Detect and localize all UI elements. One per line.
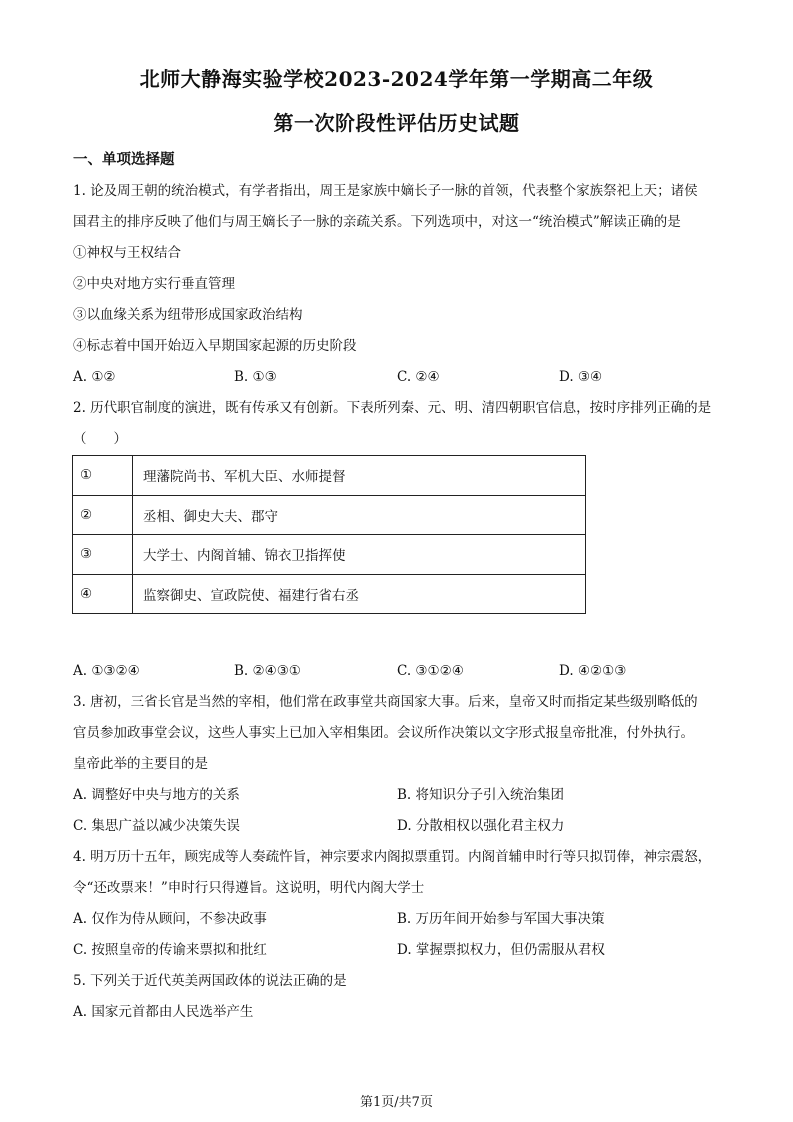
q2-option-d: D. ④②①③ [559, 663, 627, 679]
q1-item-1: ①神权与王权结合 [73, 245, 181, 261]
q3-option-a: A. 调整好中央与地方的关系 [73, 787, 240, 803]
q3-stem-line1: 3. 唐初，三省长官是当然的宰相，他们常在政事堂共商国家大事。后来，皇帝又时而指定某些级别略低的 [73, 694, 698, 710]
q5-option-a: A. 国家元首都由人民选举产生 [73, 1004, 254, 1020]
q4-stem-line2: 令“还改票来！”申时行只得遵旨。这说明，明代内阁大学士 [73, 880, 425, 896]
q4-option-a: A. 仅作为侍从顾问，不参决政事 [73, 911, 267, 927]
q5-stem-line1: 5. 下列关于近代英美两国政体的说法正确的是 [73, 973, 347, 989]
q1-option-c: C. ②④ [397, 369, 440, 385]
q2-option-c: C. ③①②④ [397, 663, 464, 679]
table-row [73, 456, 586, 496]
q1-option-d: D. ③④ [559, 369, 603, 385]
q1-stem-line2: 国君主的排序反映了他们与周王嫡长子一脉的亲疏关系。下列选项中，对这一“统治模式”解读正确的是 [73, 214, 681, 230]
q4-option-d: D. 掌握票拟权力，但仍需服从君权 [397, 942, 605, 958]
q1-option-b: B. ①③ [234, 369, 277, 385]
q4-option-c: C. 按照皇帝的传谕来票拟和批红 [73, 942, 267, 958]
table-cell-text: 理藩院尚书、军机大臣、水师提督 [133, 456, 586, 496]
q4-stem-line1: 4. 明万历十五年，顾宪成等人奏疏忤旨，神宗要求内阁拟票重罚。内阁首辅申时行等只拟罚俸，神宗震怒， [73, 849, 712, 865]
q3-stem-line3: 皇帝此举的主要目的是 [73, 756, 208, 772]
q1-stem-line1: 1. 论及周王朝的统治模式，有学者指出，周王是家族中嫡长子一脉的首领，代表整个家族祭祀上天；诸侯 [73, 183, 698, 199]
table-cell-text: 大学士、内阁首辅、锦衣卫指挥使 [133, 535, 586, 575]
q3-option-d: D. 分散相权以强化君主权力 [397, 818, 565, 834]
table-cell-text: 监察御史、宣政院使、福建行省右丞 [133, 574, 586, 614]
exam-title-line1: 北师大静海实验学校2023-2024学年第一学期高二年级 [139, 67, 654, 91]
page-number: 第1页/共7页 [360, 1095, 433, 1110]
table-row [73, 495, 586, 535]
table-cell-num: ④ [73, 574, 133, 614]
q2-option-a: A. ①③②④ [73, 663, 140, 679]
q2-stem-line1: 2. 历代职官制度的演进，既有传承又有创新。下表所列秦、元、明、清四朝职官信息，按时序排列正确的是 [73, 400, 712, 416]
table-cell-num: ② [73, 495, 133, 535]
q1-item-2: ②中央对地方实行垂直管理 [73, 276, 235, 292]
officials-table [72, 455, 586, 614]
table-row [73, 535, 586, 575]
q1-option-a: A. ①② [73, 369, 116, 385]
q2-option-b: B. ②④③① [234, 663, 301, 679]
table-row [73, 574, 586, 614]
q1-item-4: ④标志着中国开始迈入早期国家起源的历史阶段 [73, 338, 357, 354]
table-cell-num: ③ [73, 535, 133, 575]
q3-option-c: C. 集思广益以减少决策失误 [73, 818, 240, 834]
q3-stem-line2: 官员参加政事堂会议，这些人事实上已加入宰相集团。会议所作决策以文字形式报皇帝批准，付外执行。 [73, 725, 694, 741]
exam-title-line2: 第一次阶段性评估历史试题 [273, 111, 520, 135]
section-heading: 一、单项选择题 [73, 151, 175, 168]
q3-option-b: B. 将知识分子引入统治集团 [397, 787, 565, 803]
table-cell-text: 丞相、御史大夫、郡守 [133, 495, 586, 535]
table-cell-num: ① [73, 456, 133, 496]
q2-stem-line2: （ ） [73, 431, 127, 447]
q4-option-b: B. 万历年间开始参与军国大事决策 [397, 911, 605, 927]
q1-item-3: ③以血缘关系为纽带形成国家政治结构 [73, 307, 303, 323]
